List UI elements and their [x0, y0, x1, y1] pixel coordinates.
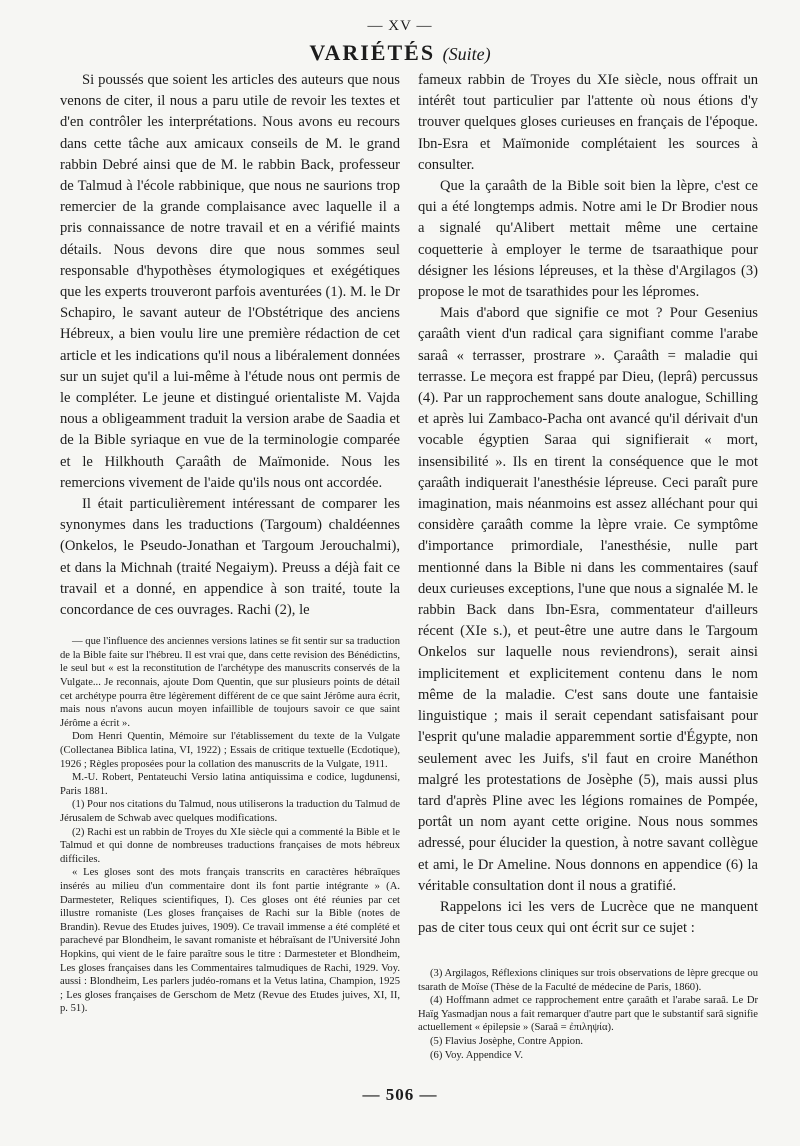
footnote: (3) Argilagos, Réflexions cliniques sur trois observations de lèpre grecque ou tsarath de Moïse (Thèse de la Faculté de médecine de Paris, 1860). — [418, 968, 758, 993]
paragraph: Mais d'abord que signifie ce mot ? Pour Gesenius çaraâth vient d'un radical çara signifiant comme l'arabe saraâ « terrasser, prostrare ». Çaraâth = maladie qui terrasse. Le meçora est frappé par Dieu, (leprâ) percussus (4). Par un rapprochement sans doute analogue, Schilling et après lui Zambaco-Pacha ont avancé qu'il dérivait d'un vocable égyptien Saraa qui signifierait « mort, insensibilité ». Ils en tirent la conséquence que le mot çaraâth indiquerait l'anesthésie lépreuse. Ceci paraît pure imagination, mais néanmoins est assez alléchant pour qui considère çaraâth comme la lèpre vraie. Ce symptôme d'importance primordiale, l'anesthésie, nulle part mentionné dans la Bible ni dans les commentaires (sauf deux curieuses exceptions, l'une que nous a signalée M. le rabbin Back dans Ibn-Esra, commentateur d'ailleurs récent (XIe s.), et peut-être une autre dans le Targoum Onkelos sur laquelle nous reviendrons), serait ainsi implicitement et explicitement contenu dans le nom même de la maladie. C'est sans doute une fantaisie linguistique ; mais il serait cependant satisfaisant pour l'esprit qu'une maladie apparemment sortie d'Égypte, non seulement avec les Juifs, s'il faut en croire Manéthon malgré les protestations de Josèphe (5), mais aussi plus tard d'après Pline avec les légions romaines de Pompée, portât un nom ayant cette origine. Nous nous sommes adressé, pour élucider la question, à notre savant collègue et ami, le Dr Ameline. Nous donnons en appendice (6) la véritable consultation dont il nous a gratifié. — [418, 305, 758, 894]
footnote: — que l'influence des anciennes versions latines se fit sentir sur sa traduction de la Bible faite sur l'hébreu. Il est vrai que, dans cette revision des Bénédictins, le seul but « est la reconstitution de l'archétype des manuscrits conservés de la Vulgate... Je reconnais, ajoute Dom Quentin, que sur plusieurs points de détail cet archétype pourra être légèrement différent de ce que saint Jérôme aura écrit, mais nous n'avons aucun moyen infaillible de toujours savoir ce que saint Jérôme a écrit ». — [60, 636, 400, 729]
footnote: (6) Voy. Appendice V. — [430, 1049, 523, 1061]
footnote: (2) Rachi est un rabbin de Troyes du XIe siècle qui a commenté la Bible et le Talmud et qui donne de nombreuses traductions françaises de mots hébreux difficiles. — [60, 826, 400, 865]
right-column — [418, 70, 758, 939]
right-body — [418, 70, 758, 939]
footnote: M.-U. Robert, Pentateuchi Versio latina antiquissima e codice, lugdunensi, Paris 1881. — [60, 772, 400, 797]
right-footnotes — [418, 967, 758, 1062]
footnote: « Les gloses sont des mots français transcrits en caractères hébraïques insérés au milieu d'un commentaire dont ils font partie intégrante » (A. Darmesteter, Reliques scientifiques, I). Ces gloses ont été réunies par cet illustre romaniste (Les gloses françaises de Rachi sur la Bible (notes de Brandin). Revue des Etudes juives, 1909). Ce travail immense a été complété et parachevé par Blondheim, le savant romaniste et hébraïsant de l'Université John Hopkins, qui vient de le faire paraître sous le titre : Darmesteter et Blondheim, Les gloses françaises dans les Commentaires talmudiques de Rachi, 1929. Voy. aussi : Blondheim, Les parlers judéo-romans et la Vetus latina, Champion, 1925 ; Les gloses françaises de Gerschom de Metz (Revue des Etudes juives, XI, II, p. 51). — [60, 867, 400, 1015]
title-suite: (Suite) — [442, 44, 491, 64]
footnote: (5) Flavius Josèphe, Contre Appion. — [430, 1035, 584, 1047]
paragraph: Que la çaraâth de la Bible soit bien la lèpre, c'est ce qui a été longtemps admis. Notre ami le Dr Brodier nous a signalé qu'Alibert mettait même une certaine coquetterie à employer le terme de tsaraathique pour désigner les lésions lépreuses, et la thèse d'Argilagos (3) propose le mot de tsarathides pour les lépromes. — [418, 178, 758, 301]
paragraph: Si poussés que soient les articles des auteurs que nous venons de citer, il nous a paru utile de revoir les textes et d'en contrôler les interprétations. Nous avons eu recours dans cette tâche aux amicaux conseils de M. le grand rabbin Debré ainsi que de M. le rabbin Back, professeur de Talmud à l'école rabbinique, que nous ne saurions trop remercier de la grande complaisance avec laquelle il a pris connaissance de notre travail et en a vérifié maints détails. Nous devons dire que nous sommes seul responsable d'hypothèses étymologiques et exégétiques que les experts trouveront parfois aventurées (1). M. le Dr Schapiro, le savant auteur de l'Obstétrique des anciens Hébreux, a bien voulu lire une première rédaction de cet article et les indications qu'il nous a libéralement données sur un sujet qu'il a lui-même à l'étude nous ont permis de le compléter. Le jeune et distingué orientaliste M. Vajda nous a obligeamment traduit la version arabe de Saadia et de la Bible syriaque en vue de la terminologie comparée et le Hilkhouth Çaraâth de Maïmonide. Nous les remercions vivement de l'aide qu'ils nous ont accordée. — [60, 72, 400, 491]
left-body — [60, 70, 400, 621]
section-title — [0, 40, 800, 66]
footnote: (1) Pour nos citations du Talmud, nous utiliserons la traduction du Talmud de Jérusalem de Schwab avec quelques modifications. — [60, 799, 400, 824]
paragraph: fameux rabbin de Troyes du XIe siècle, nous offrait un intérêt tout particulier par l'attente où nous étions d'y trouver quelques gloses curieuses en français de l'époque. Ibn-Esra et Maïmonide complétaient les sources à consulter. — [418, 72, 758, 173]
footnote: Dom Henri Quentin, Mémoire sur l'établissement du texte de la Vulgate (Collectanea Biblica latina, VI, 1922) ; Essais de critique textuelle (Ecdotique), 1926 ; Règles proposées pour la collation des manuscrits de la Vulgate, 1911. — [60, 731, 400, 770]
footnote: (4) Hoffmann admet ce rapprochement entre çaraâth et l'arabe saraâ. Le Dr Haïg Yasmadjan nous a fait remarquer d'autre part que le substantif sarâ signifie actuellement « épilepsie » (Saraâ = ἐπιληψία). — [418, 995, 758, 1034]
page-number: — 506 — — [362, 1085, 438, 1104]
left-column — [60, 70, 400, 1016]
paragraph: Rappelons ici les vers de Lucrèce que ne manquent pas de citer tous ceux qui ont écrit sur ce sujet : — [418, 898, 758, 937]
paragraph: Il était particulièrement intéressant de comparer les synonymes dans les traductions (Targoum) chaldéennes (Onkelos, le Pseudo-Jonathan et Targoum Jerouchalmi), et dans la Michnah (traité Negaiym). Preuss a déjà fait ce travail et a donné, en appendice à son traité, toute la concordance de ces ouvrages. Rachi (2), le — [60, 496, 400, 619]
left-footnotes — [60, 635, 400, 1016]
title-text: VARIÉTÉS — [309, 40, 436, 65]
roman-folio: — XV — — [367, 18, 433, 34]
